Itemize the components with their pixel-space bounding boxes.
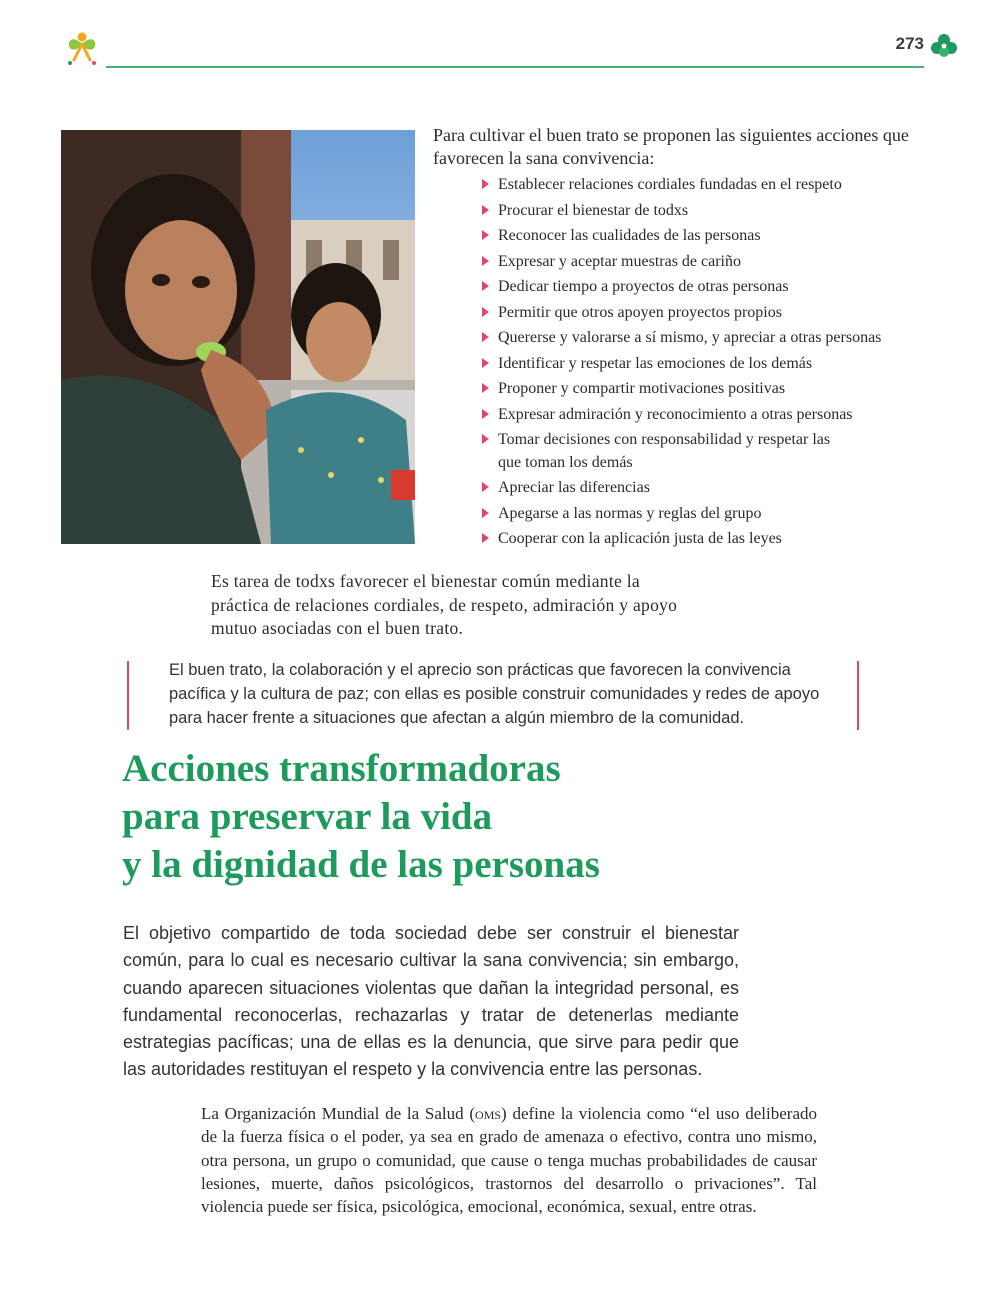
- triangle-bullet-icon: [482, 482, 489, 492]
- photo-two-girls-icon: [61, 130, 415, 544]
- triangle-bullet-icon: [482, 179, 489, 189]
- list-item: Dedicar tiempo a proyectos de otras personas: [482, 276, 952, 299]
- list-item: Expresar admiración y reconocimiento a otras personas: [482, 404, 952, 427]
- list-item: Tomar decisiones con responsabilidad y respetar las que toman los demás: [482, 429, 848, 474]
- summary-note: Es tarea de todxs favorecer el bienestar común mediante la práctica de relaciones cordiales, de respeto, admiración y apoyo mutuo asociadas con el buen trato.: [211, 571, 678, 638]
- section-title-line: y la dignidad de las personas: [122, 843, 600, 886]
- violence-definition: La Organización Mundial de la Salud (oms) define la violencia como “el uso deliberado de la fuerza física o el poder, ya sea en grado de amenaza o efectivo, contra uno mismo, otra persona, un grupo o comunidad, que cause o tenga muchas probabilidades de causar lesiones, muerte, daños psicológicos, trastornos del desarrollo o privaciones”. Tal violencia puede ser física, psicológica, emocional, económica, sexual, entre otras.: [201, 1104, 817, 1217]
- photo-two-girls: [61, 130, 415, 544]
- intro-paragraph: Para cultivar el buen trato se proponen las siguientes acciones que favorecen la sana convivencia:: [433, 125, 909, 168]
- list-item: Quererse y valorarse a sí mismo, y apreciar a otras personas: [482, 327, 952, 350]
- flower-figure-logo-icon: [62, 30, 102, 72]
- triangle-bullet-icon: [482, 281, 489, 291]
- clover-leaf-icon: [930, 33, 958, 59]
- section-title: [122, 745, 922, 889]
- triangle-bullet-icon: [482, 434, 489, 444]
- header-rule: [106, 66, 924, 68]
- list-item: Apreciar las diferencias: [482, 477, 952, 500]
- list-item: Permitir que otros apoyen proyectos propios: [482, 302, 952, 325]
- list-item: Establecer relaciones cordiales fundadas en el respeto: [482, 174, 952, 197]
- list-item: Expresar y aceptar muestras de cariño: [482, 251, 952, 274]
- callout-bar-left: [127, 661, 129, 730]
- list-item: Proponer y compartir motivaciones positivas: [482, 378, 952, 401]
- triangle-bullet-icon: [482, 332, 489, 342]
- triangle-bullet-icon: [482, 508, 489, 518]
- list-item: Cooperar con la aplicación justa de las leyes: [482, 528, 952, 551]
- body-paragraph: El objetivo compartido de toda sociedad debe ser construir el bienestar común, para lo cual es necesario cultivar la sana convivencia; sin embargo, cuando aparecen situaciones violentas que dañan la integridad personal, es fundamental reconocerlas, rechazarlas y tratar de detenerlas mediante estrategias pacíficas; una de ellas es la denuncia, que sirve para pedir que las autoridades restituyan el respeto y la convivencia entre las personas.: [123, 923, 739, 1080]
- section-title-line: para preservar la vida: [122, 795, 493, 838]
- triangle-bullet-icon: [482, 230, 489, 240]
- section-title-line: Acciones transformadoras: [122, 747, 561, 790]
- triangle-bullet-icon: [482, 358, 489, 368]
- triangle-bullet-icon: [482, 533, 489, 543]
- list-item: Identificar y respetar las emociones de los demás: [482, 353, 952, 376]
- triangle-bullet-icon: [482, 409, 489, 419]
- callout-text: El buen trato, la colaboración y el aprecio son prácticas que favorecen la convivencia pacífica y la cultura de paz; con ellas es posible construir comunidades y redes de apoyo para hacer frente a situaciones que afectan a algún miembro de la comunidad.: [169, 661, 820, 727]
- list-item: Procurar el bienestar de todxs: [482, 200, 952, 223]
- triangle-bullet-icon: [482, 307, 489, 317]
- oms-acronym: oms: [475, 1104, 502, 1123]
- list-item: Apegarse a las normas y reglas del grupo: [482, 503, 952, 526]
- triangle-bullet-icon: [482, 205, 489, 215]
- triangle-bullet-icon: [482, 383, 489, 393]
- triangle-bullet-icon: [482, 256, 489, 266]
- list-item: Reconocer las cualidades de las personas: [482, 225, 952, 248]
- callout-bar-right: [857, 661, 859, 730]
- page-number: 273: [895, 34, 924, 53]
- actions-list: [482, 174, 952, 554]
